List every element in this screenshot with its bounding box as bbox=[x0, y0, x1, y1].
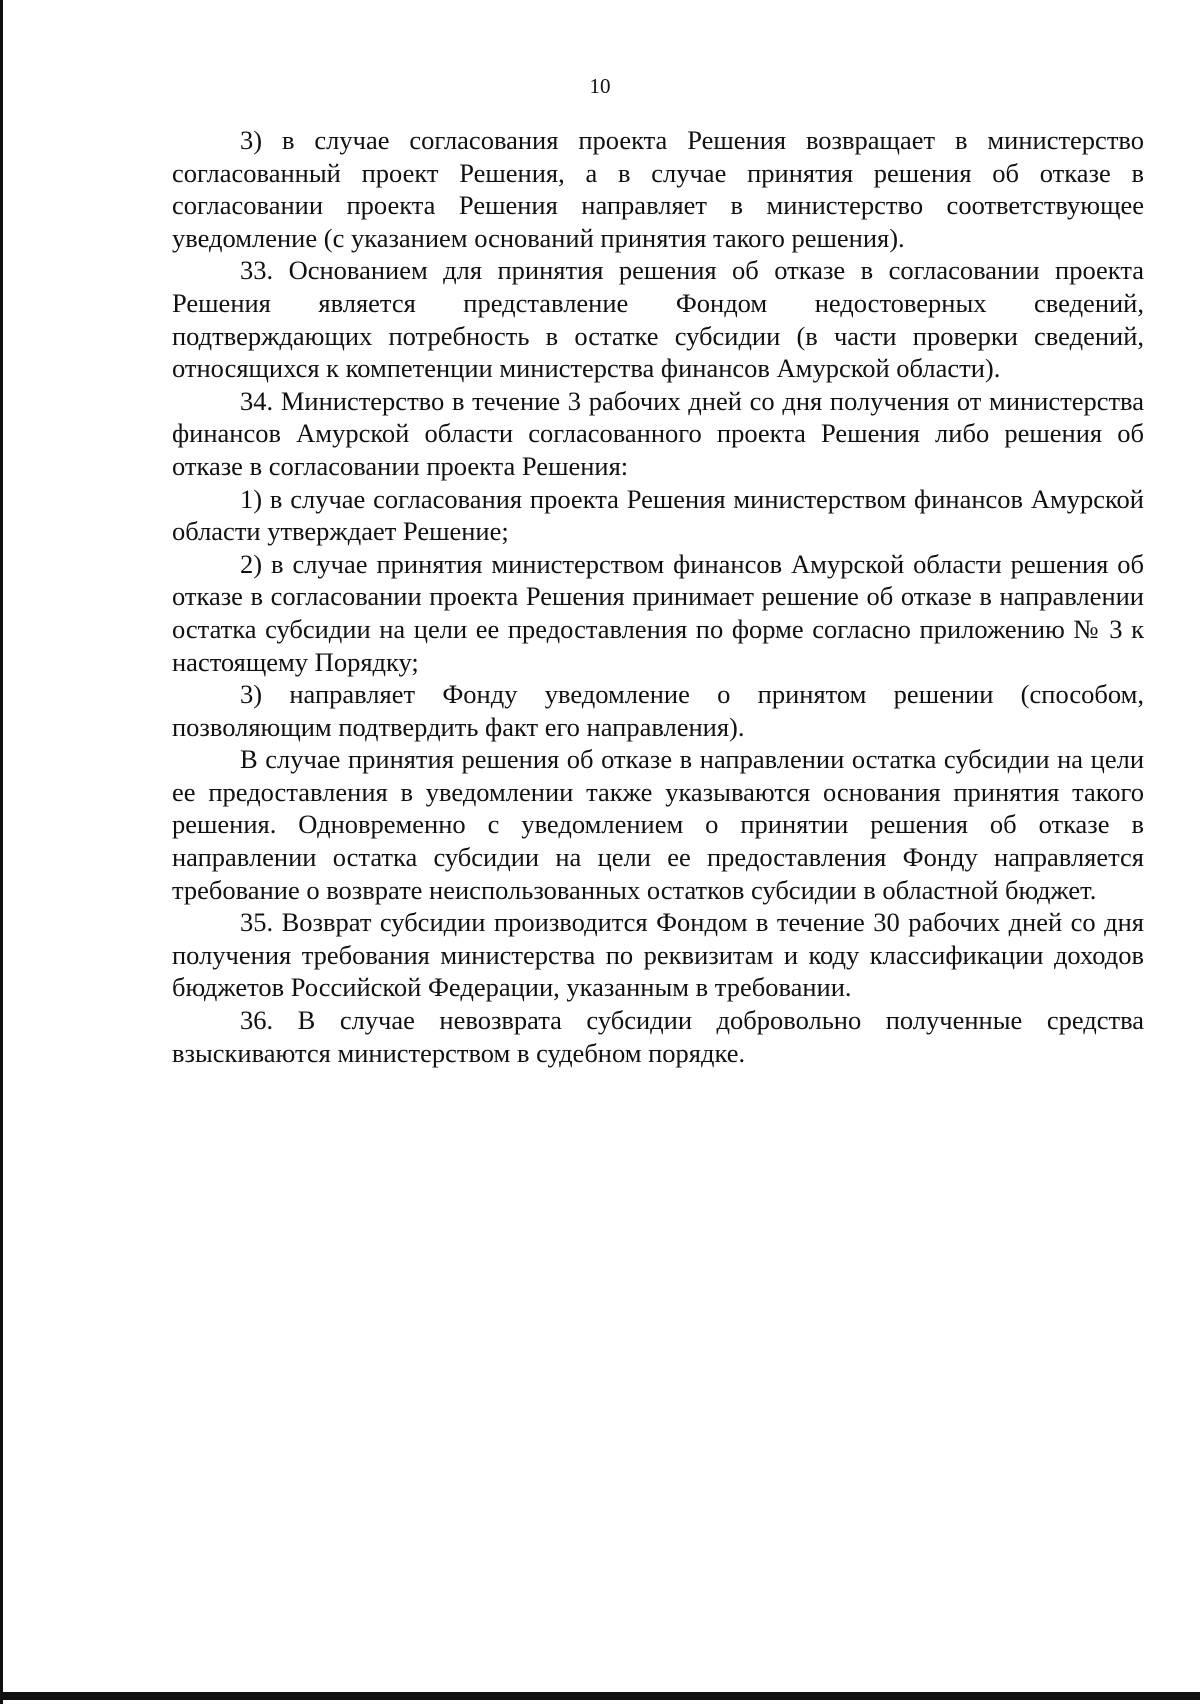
paragraph-clause-34-2: 2) в случае принятия министерством финансов Амурской области решения об отказе в согласовании проекта Решения принимает решение об отказе в направлении остатка субсидии на цели ее предоставления по форме согласно приложению № 3 к настоящему Порядку; bbox=[172, 548, 1144, 677]
paragraph-clause-32-3: 3) в случае согласования проекта Решения возвращает в министерство согласованный проект Решения, а в случае принятия решения об отказе в согласовании проекта Решения направляет в министерство соответствующее уведомление (с указанием оснований принятия такого решения). bbox=[172, 125, 1144, 253]
paragraph-clause-36: 36. В случае невозврата субсидии добровольно полученные средства взыскиваются министерством в судебном порядке. bbox=[172, 1005, 1144, 1068]
scan-edge-left bbox=[0, 0, 3, 1704]
page-number: 10 bbox=[589, 74, 611, 98]
scan-edge-bottom bbox=[0, 1692, 1200, 1700]
paragraph-clause-34: 34. Министерство в течение 3 рабочих дней со дня получения от министерства финансов Амурской области согласованного проекта Решения либо решения об отказе в согласовании проекта Решения: bbox=[172, 385, 1144, 481]
paragraph-clause-34-3: 3) направляет Фонду уведомление о принятом решении (способом, позволяющим подтвердить факт его направления). bbox=[172, 679, 1144, 742]
paragraph-refusal-notice: В случае принятия решения об отказе в направлении остатка субсидии на цели ее предоставления в уведомлении также указываются основания принятия такого решения. Одновременно с уведомлением о принятии решения об отказе в направлении остатка субсидии на цели ее предоставления Фонду направляется требование о возврате неиспользованных остатков субсидии в областной бюджет. bbox=[172, 744, 1144, 905]
document-body bbox=[172, 124, 1144, 1069]
paragraph-clause-35: 35. Возврат субсидии производится Фондом в течение 30 рабочих дней со дня получения требования министерства по реквизитам и коду классификации доходов бюджетов Российской Федерации, указанным в требовании. bbox=[172, 907, 1144, 1003]
paragraph-clause-34-1: 1) в случае согласования проекта Решения министерством финансов Амурской области утверждает Решение; bbox=[172, 483, 1144, 547]
paragraph-clause-33: 33. Основанием для принятия решения об отказе в согласовании проекта Решения является представление Фондом недостоверных сведений, подтверждающих потребность в остатке субсидии (в части проверки сведений, относящихся к компетенции министерства финансов Амурской области). bbox=[172, 255, 1144, 384]
